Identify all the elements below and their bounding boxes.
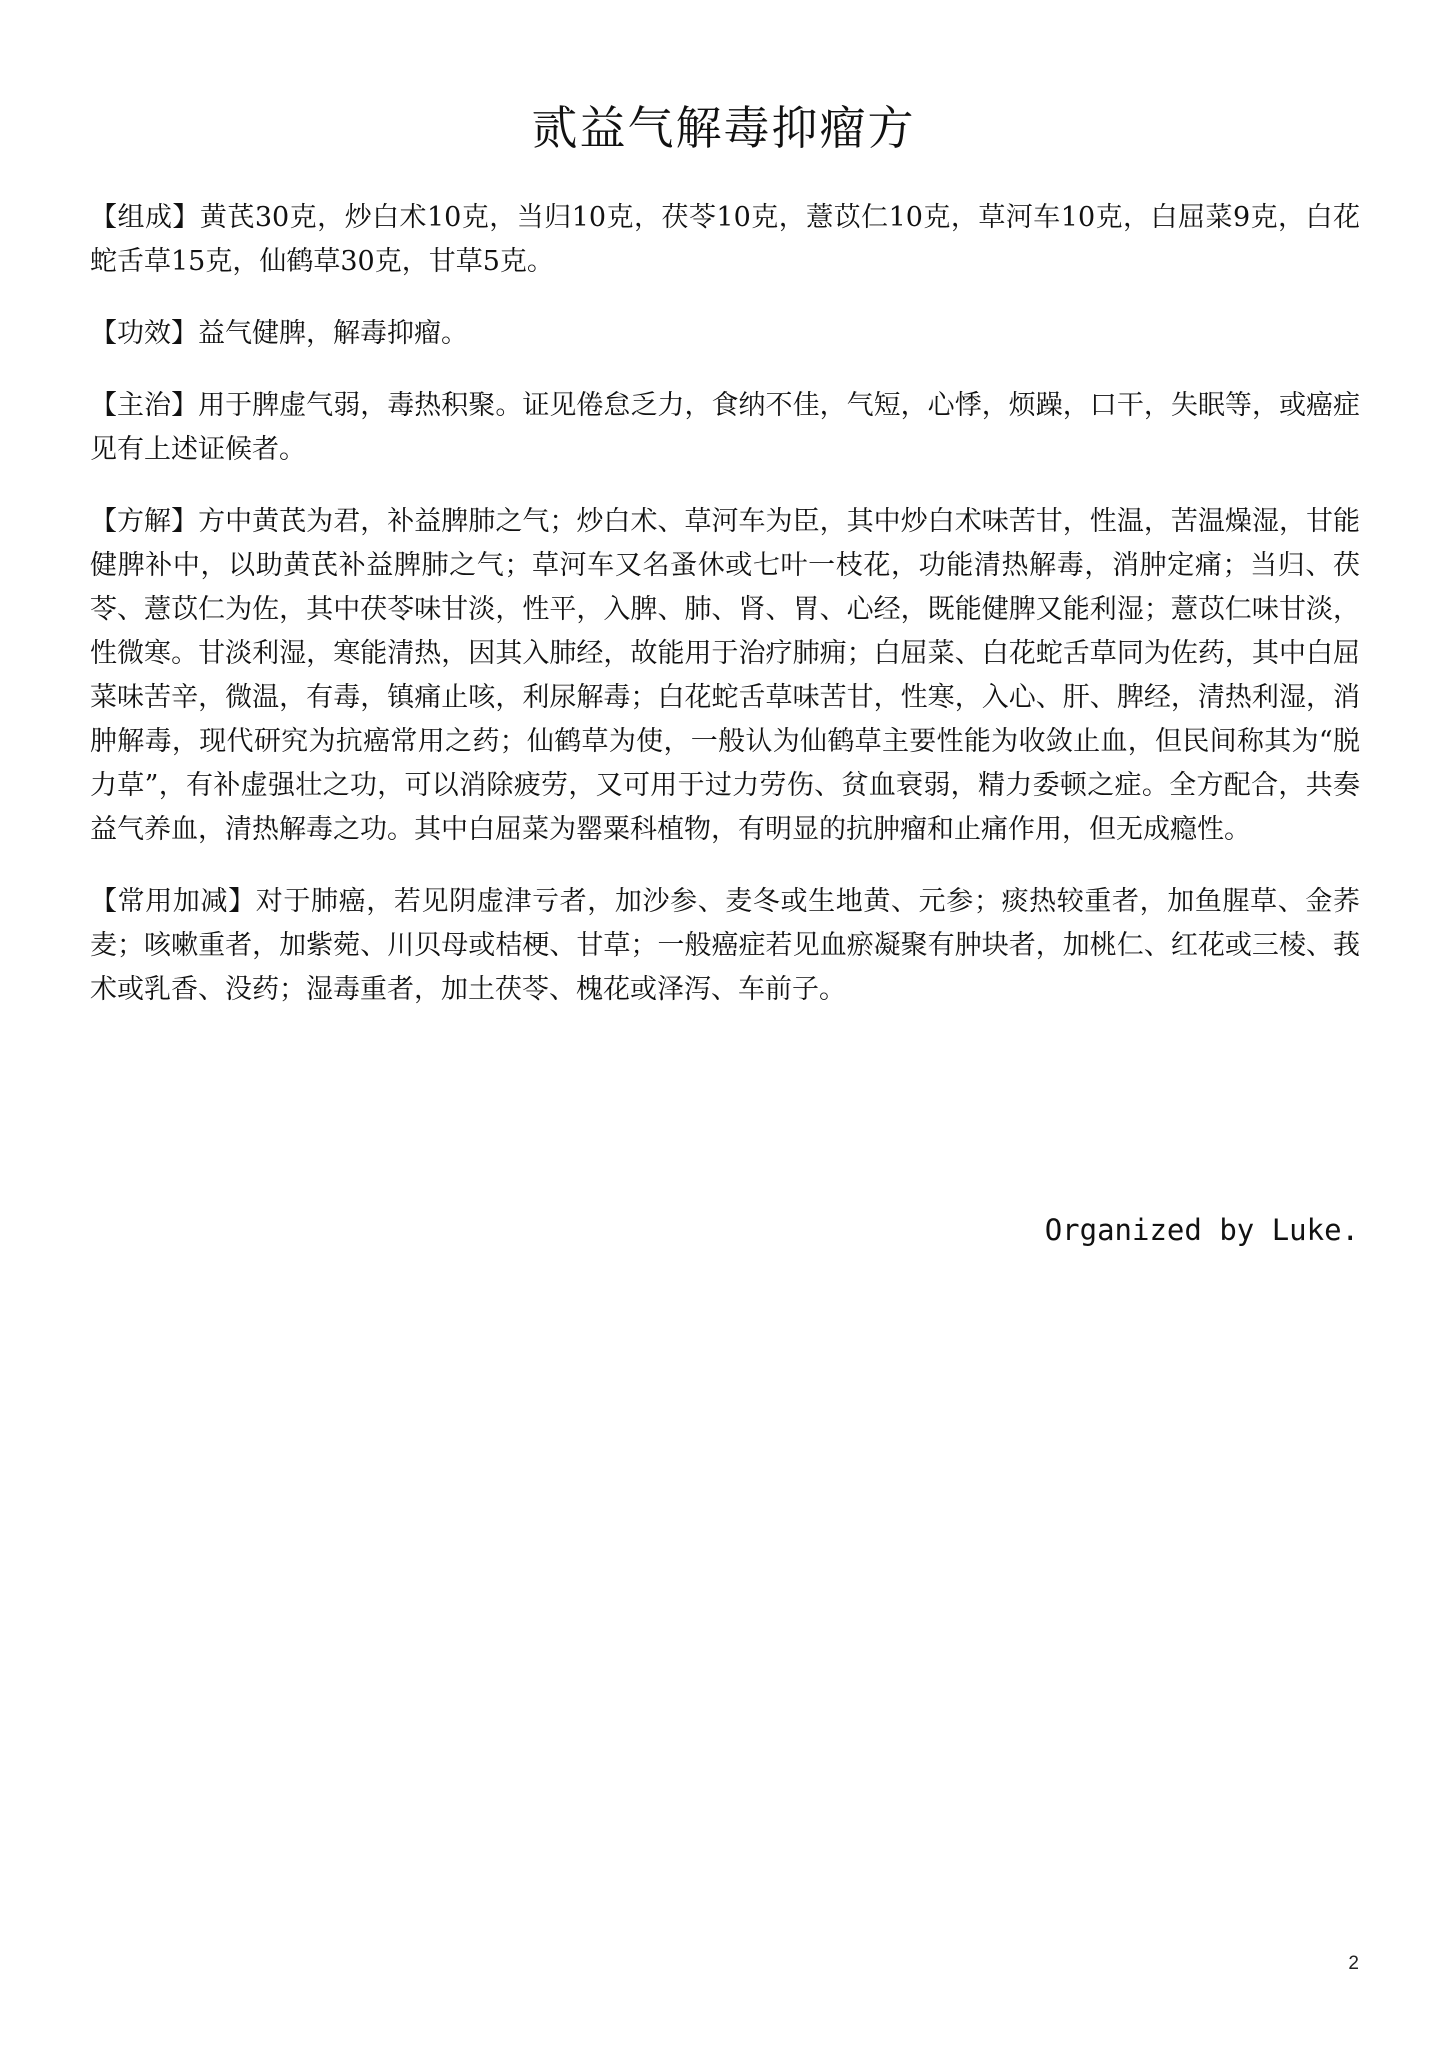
section-indications bbox=[90, 384, 1360, 472]
section-label: 【常用加减】 bbox=[90, 886, 256, 917]
section-text: 黄芪30克，炒白术10克，当归10克，茯苓10克，薏苡仁10克，草河车10克，白屈菜9克，白花蛇舌草15克，仙鹤草30克，甘草5克。 bbox=[90, 202, 1360, 277]
section-label: 【主治】 bbox=[90, 390, 199, 421]
section-formula-analysis bbox=[90, 500, 1360, 852]
section-text: 用于脾虚气弱，毒热积聚。证见倦怠乏力，食纳不佳，气短，心悸，烦躁，口干，失眠等，或癌症见有上述证候者。 bbox=[90, 390, 1361, 465]
section-text: 方中黄芪为君，补益脾肺之气；炒白术、草河车为臣，其中炒白术味苦甘，性温，苦温燥湿，甘能健脾补中，以助黄芪补益脾肺之气；草河车又名蚤休或七叶一枝花，功能清热解毒，消肿定痛；当归、茯苓、薏苡仁为佐，其中茯苓味甘淡，性平，入脾、肺、肾、胃、心经，既能健脾又能利湿；薏苡仁味甘淡，性微寒。甘淡利湿，寒能清热，因其入肺经，故能用于治疗肺痈；白屈菜、白花蛇舌草同为佐药，其中白屈菜味苦辛，微温，有毒，镇痛止咳，利尿解毒；白花蛇舌草味苦甘，性寒，入心、肝、脾经，清热利湿，消肿解毒，现代研究为抗癌常用之药；仙鹤草为使，一般认为仙鹤草主要性能为收敛止血，但民间称其为“脱力草”，有补虚强壮之功，可以消除疲劳，又可用于过力劳伤、贫血衰弱，精力委顿之症。全方配合，共奏益气养血，清热解毒之功。其中白屈菜为罂粟科植物，有明显的抗肿瘤和止痛作用，但无成瘾性。 bbox=[90, 506, 1361, 845]
section-text: 对于肺癌，若见阴虚津亏者，加沙参、麦冬或生地黄、元参；痰热较重者，加鱼腥草、金荞麦；咳嗽重者，加紫菀、川贝母或桔梗、甘草；一般癌症若见血瘀凝聚有肿块者，加桃仁、红花或三棱、莪术或乳香、没药；湿毒重者，加土茯苓、槐花或泽泻、车前子。 bbox=[90, 886, 1360, 1005]
section-composition bbox=[90, 196, 1360, 284]
section-label: 【方解】 bbox=[90, 506, 199, 537]
document-body bbox=[90, 196, 1360, 1040]
page-title: 贰益气解毒抑瘤方 bbox=[531, 101, 916, 155]
author-signature: Organized by Luke. bbox=[1044, 1213, 1359, 1247]
section-text: 益气健脾，解毒抑瘤。 bbox=[198, 318, 468, 349]
page-number: 2 bbox=[1348, 1953, 1359, 1974]
section-modifications bbox=[90, 880, 1360, 1012]
section-efficacy bbox=[90, 312, 1360, 356]
section-label: 【组成】 bbox=[90, 202, 200, 233]
section-label: 【功效】 bbox=[90, 318, 198, 349]
